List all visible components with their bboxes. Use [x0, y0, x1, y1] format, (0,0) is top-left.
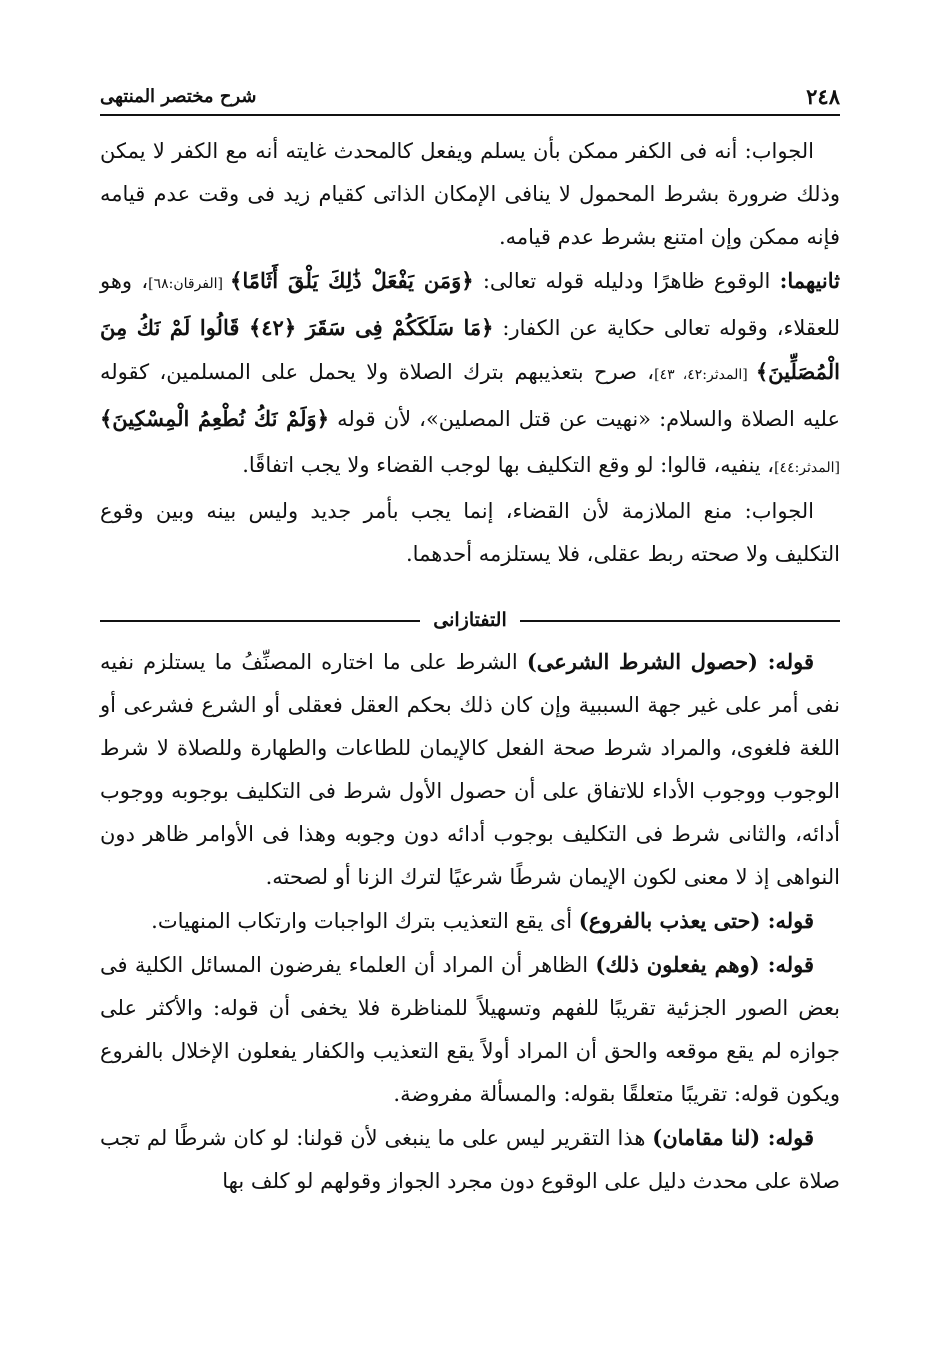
commentary-label-1: قوله: (حصول الشرط الشرعى)	[526, 649, 815, 674]
commentary-text-1: الشرط على ما اختاره المصنِّفُ ما يستلزم نفيه نفى أمر على غير جهة السببية وإن كان ذلك بحكم العقل فعقلى أو الشرع فشرعى أو اللغة فلغوى، والمراد شرط صحة الفعل كالإيمان للطاعات والطهارة وللصلاة لا شرط الوجوب ووجوب الأداء للاتفاق على أن حصول الأول شرط فى التكليف بوجوبه ووجوب أدائه، والثانى شرط فى التكليف بوجوب أدائه دون وجوبه وهذا فى الأوامر ظاهر دون النواهى إذ لا معنى لكون الإيمان شرطًا شرعيًا لترك الزنا أو لصحته.	[100, 650, 840, 889]
second-point-paragraph	[100, 259, 840, 490]
commentary-title: التفتازانى	[433, 609, 507, 631]
quran-verse-2: ﴿مَا سَلَكَكُمْ فِى سَقَرَ ﴿٤٢﴾ قَالُوا لَمْ نَكُ مِنَ الْمُصَلِّينَ﴾	[100, 315, 840, 384]
verse-reference-3: [المدثر:٤٤]	[774, 460, 840, 476]
commentary-divider	[100, 606, 840, 634]
second-point-text-4: ، ينفيه، قالوا: لو وقع التكليف بها لوجب القضاء ولا يجب اتفاقًا.	[242, 453, 775, 477]
commentary-paragraph-1	[100, 640, 840, 899]
commentary-paragraph-3	[100, 943, 840, 1116]
divider-line-left	[100, 620, 420, 622]
second-point-text-3: ، صرح بتعذيبهم بترك الصلاة ولا يحمل على المسلمين، كقوله عليه الصلاة والسلام: «نهيت عن قتل المصلين»، لأن قوله	[100, 360, 841, 431]
verse-reference-1: [الفرقان:٦٨]	[148, 276, 231, 292]
answer-label-2: الجواب:	[744, 499, 814, 523]
quran-verse-3: ﴿وَلَمْ نَكُ نُطْعِمُ الْمِسْكِينَ﴾	[100, 406, 330, 431]
commentary-label-4: قوله: (لنا مقامان)	[652, 1125, 814, 1150]
answer-paragraph-1	[100, 130, 840, 259]
commentary-paragraph-2	[100, 899, 840, 943]
commentary-text-3: الظاهر أن المراد أن العلماء يفرضون المسائل الكلية فى بعض الصور الجزئية تقريبًا للفهم وتسهيلاً للمناظرة فلا يخفى أن قوله: والأكثر على جوازه لم يقع موقعه والحق أن المراد أولاً يقع التعذيب والكفار يفعلون الإخلال بالفروع ويكون قوله: تقريبًا متعلقًا بقوله: والمسألة مفروضة.	[100, 953, 840, 1106]
verse-reference-2: [المدثر:٤٢، ٤٣]	[654, 367, 756, 383]
commentary-block	[100, 640, 840, 1203]
running-title: شرح مختصر المنتهى	[100, 86, 257, 107]
answer-text-2: منع الملازمة لأن القضاء، إنما يجب بأمر جديد وليس بينه وبين وقوع التكليف ولا صحته ربط عقلى، فلا يستلزمه أحدهما.	[100, 499, 840, 566]
header-rule	[100, 114, 840, 116]
main-text-block	[100, 130, 840, 576]
commentary-text-2: أى يقع التعذيب بترك الواجبات وارتكاب المنهيات.	[151, 909, 579, 933]
second-point-text-2: ، وهو للعقلاء، وقوله تعالى حكاية عن الكفار:	[100, 269, 840, 340]
answer-paragraph-2	[100, 490, 840, 576]
second-point-text-1: الوقوع ظاهرًا ودليله قوله تعالى:	[473, 269, 780, 293]
page-header	[100, 76, 840, 112]
commentary-paragraph-4	[100, 1116, 840, 1203]
second-point-label: ثانيهما:	[779, 268, 840, 293]
commentary-label-2: قوله: (حتى يعذب بالفروع)	[578, 908, 814, 933]
commentary-text-4: هذا التقرير ليس على ما ينبغى لأن قولنا: لو كان شرطًا لم تجب صلاة على محدث دليل على الوقوع دون مجرد الجواز وقولهم لو كلف بها	[100, 1126, 840, 1193]
page-number: ٢٤٨	[806, 84, 840, 109]
answer-label: الجواب:	[744, 139, 814, 163]
commentary-label-3: قوله: (وهم يفعلون ذلك)	[595, 952, 814, 977]
quran-verse-1: ﴿وَمَن يَفْعَلْ ذَٰلِكَ يَلْقَ أَثَامًا﴾	[230, 268, 474, 293]
answer-text: أنه فى الكفر ممكن بأن يسلم ويفعل كالمحدث غايته أنه مع الكفر لا يمكن وذلك ضرورة بشرط المحمول لا ينافى الإمكان الذاتى كقيام زيد فى وقت عدم قيامه فإنه ممكن وإن امتنع بشرط عدم قيامه.	[100, 139, 840, 249]
